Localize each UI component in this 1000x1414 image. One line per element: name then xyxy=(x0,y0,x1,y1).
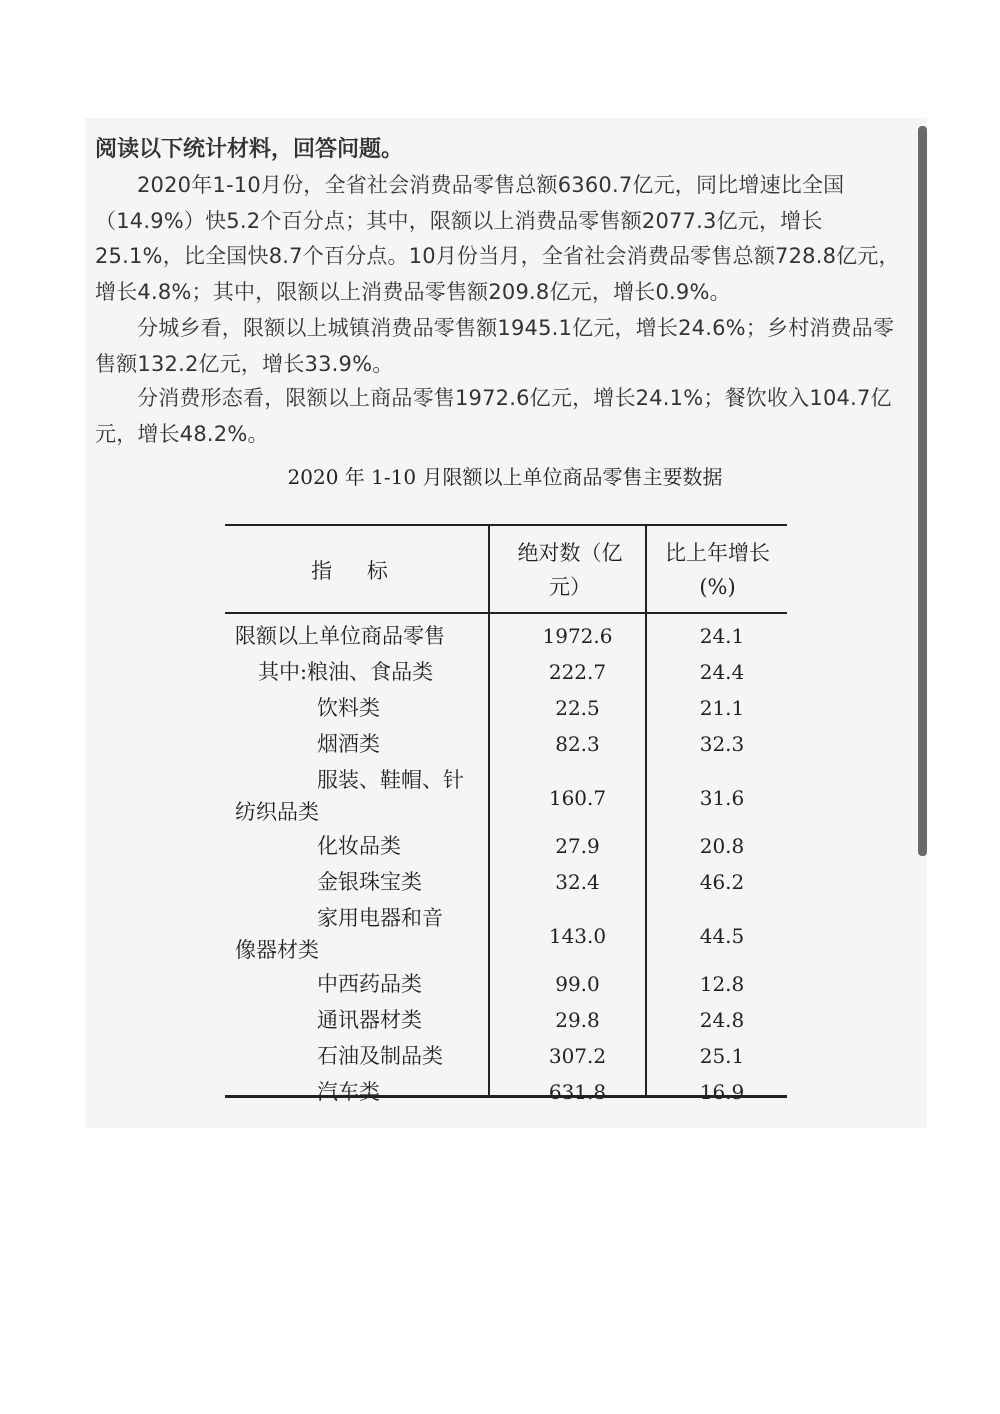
row-label: 通讯器材类 xyxy=(317,1008,422,1032)
header-indicator: 指 标 xyxy=(311,559,402,583)
row-label-continued: 纺织品类 xyxy=(235,800,319,824)
paragraph-consumption-form: 分消费形态看，限额以上商品零售1972.6亿元，增长24.1%；餐饮收入104.7亿元，增长48.2%。 xyxy=(95,386,892,446)
table-header-rule xyxy=(225,612,787,614)
question-title: 阅读以下统计材料，回答问题。 xyxy=(95,137,404,162)
paragraph-urban-rural: 分城乡看，限额以上城镇消费品零售额1945.1亿元，增长24.6%；乡村消费品零售额132.2亿元，增长33.9%。 xyxy=(95,316,895,376)
absolute-value-cell: 160.7 xyxy=(548,786,607,810)
growth-rate-cell: 44.5 xyxy=(699,924,745,948)
absolute-value-cell: 99.0 xyxy=(555,972,600,996)
row-label: 烟酒类 xyxy=(317,732,380,756)
row-label: 中西药品类 xyxy=(317,972,422,996)
row-label: 金银珠宝类 xyxy=(317,870,422,894)
growth-rate-cell: 31.6 xyxy=(699,786,745,810)
absolute-value-cell: 631.8 xyxy=(548,1080,607,1104)
table-top-rule xyxy=(225,524,787,526)
row-label: 石油及制品类 xyxy=(317,1044,443,1068)
table-column-divider xyxy=(488,524,490,1097)
absolute-value-cell: 27.9 xyxy=(555,834,600,858)
growth-rate-cell: 24.1 xyxy=(699,624,745,648)
row-label: 汽车类 xyxy=(317,1080,380,1104)
header-growth-line2: (%) xyxy=(699,575,736,599)
retail-data-table xyxy=(225,524,787,1104)
growth-rate-cell: 24.8 xyxy=(699,1008,745,1032)
growth-rate-cell: 32.3 xyxy=(699,732,745,756)
row-label: 限额以上单位商品零售 xyxy=(235,624,445,648)
table-title: 2020 年 1-10 月限额以上单位商品零售主要数据 xyxy=(287,465,723,489)
row-label-continued: 像器材类 xyxy=(235,938,319,962)
header-growth-line1: 比上年增长 xyxy=(665,541,770,565)
growth-rate-cell: 12.8 xyxy=(699,972,745,996)
row-label: 服装、鞋帽、针 xyxy=(317,768,464,792)
absolute-value-cell: 82.3 xyxy=(555,732,600,756)
paragraph-overall: 2020年1-10月份，全省社会消费品零售总额6360.7亿元，同比增速比全国（14.9%）快5.2个百分点；其中，限额以上消费品零售额2077.3亿元，增长25.1%，比全国快8.7个百分点。10月份当月，全省社会消费品零售总额728.8亿元，增长4.8%；其中，限额以上消费品零售额209.8亿元，增长0.9%。 xyxy=(95,173,900,304)
absolute-value-cell: 22.5 xyxy=(555,696,600,720)
header-absolute xyxy=(500,536,640,604)
row-label: 家用电器和音 xyxy=(317,906,443,930)
row-label: 化妆品类 xyxy=(317,834,401,858)
growth-rate-cell: 25.1 xyxy=(699,1044,745,1068)
growth-rate-cell: 24.4 xyxy=(699,660,745,684)
header-growth xyxy=(650,536,785,604)
absolute-value-cell: 143.0 xyxy=(548,924,607,948)
absolute-value-cell: 32.4 xyxy=(555,870,600,894)
growth-rate-cell: 16.9 xyxy=(699,1080,745,1104)
absolute-value-cell: 222.7 xyxy=(548,660,607,684)
scrollbar-thumb[interactable] xyxy=(918,126,927,856)
absolute-value-cell: 29.8 xyxy=(555,1008,600,1032)
growth-rate-cell: 21.1 xyxy=(699,696,745,720)
growth-rate-cell: 46.2 xyxy=(699,870,745,894)
row-label: 饮料类 xyxy=(317,696,380,720)
absolute-value-cell: 1972.6 xyxy=(542,624,613,648)
growth-rate-cell: 20.8 xyxy=(699,834,745,858)
row-label: 其中:粮油、食品类 xyxy=(258,660,434,684)
absolute-value-cell: 307.2 xyxy=(548,1044,607,1068)
header-absolute-line1: 绝对数（亿 xyxy=(517,541,623,565)
header-absolute-line2: 元） xyxy=(549,575,591,599)
